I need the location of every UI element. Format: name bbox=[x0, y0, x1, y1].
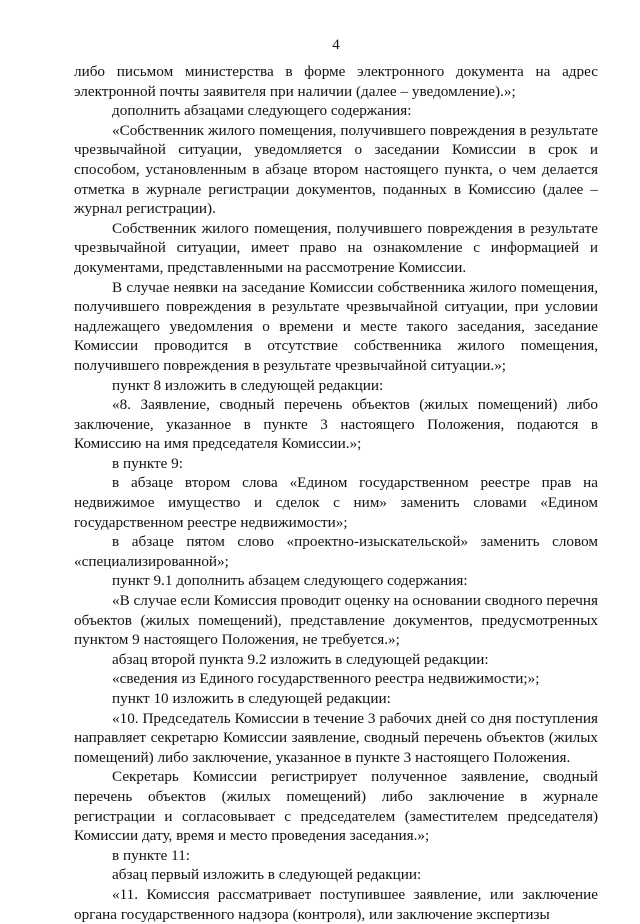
paragraph: в пункте 11: bbox=[112, 846, 191, 864]
paragraph: в абзаце втором слова «Едином государственном реестре прав на недвижимое имущество и сделок с ним» заменить словами «Едином государственном реестре недвижимости»; bbox=[74, 474, 598, 531]
paragraph: в абзаце пятом слово «проектно-изыскательской» заменить словом «специализированной»; bbox=[74, 533, 598, 570]
paragraph: абзац первый изложить в следующей редакции: bbox=[112, 866, 422, 884]
paragraph: «В случае если Комиссия проводит оценку на основании сводного перечня объектов (жилых помещений), представление документов, предусмотренных пунктом 9 настоящего Положения, не требуется.»; bbox=[74, 592, 598, 649]
paragraph: Секретарь Комиссии регистрирует полученное заявление, сводный перечень объектов (жилых помещений) либо заключение в журнале регистрации и согласовывает с председателем (заместителем председателя) Комиссии дату, время и место проведения заседания.»; bbox=[74, 768, 598, 845]
page-number: 4 bbox=[332, 37, 340, 53]
paragraph: «11. Комиссия рассматривает поступившее заявление, или заключение органа государственного надзора (контроля), или заключение экспертизы bbox=[74, 885, 598, 923]
paragraph: «10. Председатель Комиссии в течение 3 рабочих дней со дня поступления направляет секретарю Комиссии заявление, сводный перечень объектов (жилых помещений) либо заключение, указанное в пункте 3 настоящего Положения. bbox=[74, 709, 598, 766]
paragraph: абзац второй пункта 9.2 изложить в следующей редакции: bbox=[112, 650, 489, 668]
paragraph: пункт 10 изложить в следующей редакции: bbox=[112, 690, 391, 707]
document-body bbox=[74, 62, 598, 924]
paragraph: пункт 8 изложить в следующей редакции: bbox=[112, 376, 384, 394]
paragraph: В случае неявки на заседание Комиссии собственника жилого помещения, получившего повреждения в результате чрезвычайной ситуации, при условии надлежащего уведомления о времени и месте такого заседания, заседание Комиссии проводится в отсутствие собственника жилого помещения, получившего повреждения в результате чрезвычайной ситуации.»; bbox=[74, 278, 598, 374]
paragraph: в пункте 9: bbox=[112, 454, 183, 472]
paragraph: «сведения из Единого государственного реестра недвижимости;»; bbox=[112, 670, 540, 688]
paragraph: Собственник жилого помещения, получившего повреждения в результате чрезвычайной ситуации, имеет право на ознакомление с информацией и документами, представленными на рассмотрение Комиссии. bbox=[74, 219, 598, 276]
paragraph: дополнить абзацами следующего содержания: bbox=[112, 102, 412, 120]
paragraph: «8. Заявление, сводный перечень объектов (жилых помещений) либо заключение, указанное в пункте 3 настоящего Положения, подаются в Комиссию на имя председателя Комиссии.»; bbox=[74, 396, 598, 453]
paragraph: «Собственник жилого помещения, получившего повреждения в результате чрезвычайной ситуации, уведомляется о заседании Комиссии в срок и способом, установленным в абзаце втором настоящего пункта, о чем делается отметка в журнале регистрации документов, поданных в Комиссию (далее – журнал регистрации). bbox=[74, 121, 598, 218]
paragraph: пункт 9.1 дополнить абзацем следующего содержания: bbox=[112, 572, 468, 590]
paragraph: либо письмом министерства в форме электронного документа на адрес электронной почты заявителя при наличии (далее – уведомление).»; bbox=[74, 63, 598, 100]
